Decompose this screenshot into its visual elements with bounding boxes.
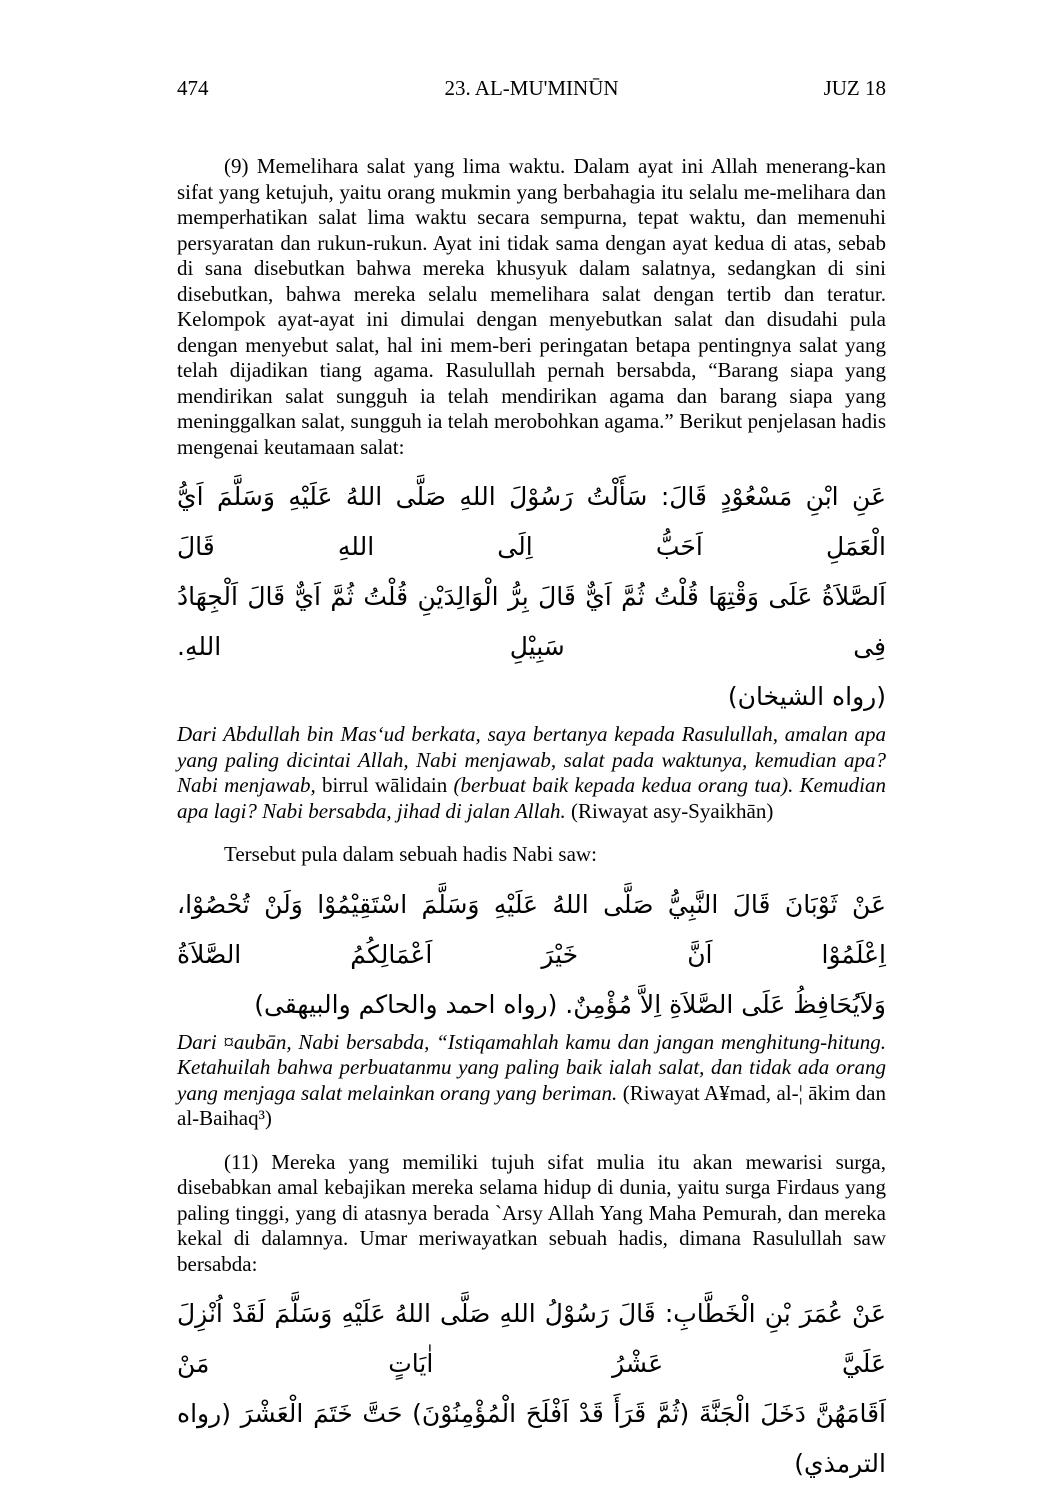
juz-label: JUZ 18 — [823, 76, 886, 100]
page-number: 474 — [177, 76, 209, 100]
arabic-line: عَنِ ابْنِ مَسْعُوْدٍ قَالَ: سَأَلْتُ رَسُوْلَ اللهِ صَلَّى اللهُ عَلَيْهِ وَسَلَّمَ اَيُّ الْعَمَلِ اَحَبُّ اِلَى اللهِ قَالَ — [177, 482, 886, 561]
paragraph-9: (9) Memelihara salat yang lima waktu. Dalam ayat ini Allah menerang-kan sifat yang ketujuh, yaitu orang mukmin yang berbahagia itu selalu me-melihara dan memperhatikan salat lima waktu secara sempurna, tepat waktu, dan memenuhi persyaratan dan rukun-rukun. Ayat ini tidak sama dengan ayat kedua di atas, sebab di sana disebutkan bahwa mereka khusyuk dalam salatnya, sedangkan di sini disebutkan, bahwa mereka selalu memelihara salat dengan tertib dan teratur. Kelompok ayat-ayat ini dimulai dengan menyebutkan salat dan disudahi pula dengan menyebut salat, hal ini mem-beri peringatan betapa pentingnya salat yang telah dijadikan tiang agama. Rasulullah pernah bersabda, “Barang siapa yang mendirikan salat sungguh ia telah mendirikan agama dan barang siapa yang meninggalkan salat, sungguh ia telah merobohkan agama.” Berikut penjelasan hadis mengenai keutamaan salat: — [177, 154, 886, 459]
paragraph-11: (11) Mereka yang memiliki tujuh sifat mulia itu akan mewarisi surga, disebabkan amal kebajikan mereka selama hidup di dunia, yaitu surga Firdaus yang paling tinggi, yang di atasnya berada `Arsy Allah Yang Maha Pemurah, dan mereka kekal di dalamnya. Umar meriwayatkan sebuah hadis, dimana Rasulullah saw bersabda: — [177, 1149, 886, 1276]
arabic-line: (رواه الشيخان) — [727, 682, 886, 711]
translation-italic: Dari ¤aubān, Nabi bersabda, “Istiqamahlah kamu dan jangan menghitung-hitung. Ketahuilah bahwa perbuatanmu yang paling baik ialah salat, dan tidak ada orang yang menjaga salat melainkan orang yang beriman. — [177, 1029, 886, 1105]
translation-italic: Dari Abdullah bin Mas‘ud berkata, saya bertanya kepada Rasulullah, amalan apa yang paling dicintai Allah, Nabi menjawab, salat pada waktunya, kemudian apa? Nabi menjawab, — [177, 722, 886, 797]
hadith-1-arabic — [177, 472, 886, 722]
running-header — [177, 76, 886, 106]
arabic-line: عَنْ عُمَرَ بْنِ الْخَطَّابِ: قَالَ رَسُوْلُ اللهِ صَلَّى اللهُ عَلَيْهِ وَسَلَّمَ لَقَدْ اُنْزِلَ عَلَيَّ عَشْرُ اٰيَاتٍ مَنْ — [177, 1299, 886, 1378]
hadith-2-translation — [177, 1030, 886, 1132]
hadith-source: (Riwayat A¥mad, al-¦ ākim dan al-Baihaq³) — [177, 1080, 886, 1130]
hadith-1-translation — [177, 722, 886, 824]
hadith-2-intro: Tersebut pula dalam sebuah hadis Nabi saw: — [224, 842, 597, 866]
translation-term: birrul wālidain — [315, 773, 454, 797]
arabic-line: اَلصَّلاَةُ عَلَى وَقْتِهَا قُلْتُ ثُمَّ اَيٌّ قَالَ بِرُّ الْوَالِدَيْنِ قُلْتُ ثُمَّ اَيٌّ قَالَ اَلْجِهَادُ فِى سَبِيْلِ اللهِ. — [177, 582, 886, 661]
translation-italic: (berbuat baik kepada kedua orang tua). Kemudian apa lagi? Nabi bersabda, jihad di jalan Allah. — [177, 773, 886, 823]
arabic-line: اَقَامَهُنَّ دَخَلَ الْجَنَّةَ (ثُمَّ قَرَأَ قَدْ اَفْلَحَ الْمُؤْمِنُوْنَ) حَتَّ خَتَمَ الْعَشْرَ (رواه الترمذي) — [177, 1399, 886, 1478]
hadith-source: (Riwayat asy-Syaikhān) — [565, 798, 774, 823]
chapter-title: 23. AL-MU'MINŪN — [444, 76, 619, 100]
arabic-line: وَلاَيُحَافِظُ عَلَى الصَّلاَةِ اِلاَّ مُؤْمِنٌ. (رواه احمد والحاكم والبيهقى) — [254, 989, 886, 1019]
page-body — [177, 154, 886, 1489]
hadith-2-arabic — [177, 880, 886, 1030]
hadith-3-arabic — [177, 1289, 886, 1489]
arabic-line: عَنْ ثَوْبَانَ قَالَ النَّبِيُّ صَلَّى اللهُ عَلَيْهِ وَسَلَّمَ اسْتَقِيْمُوْا وَلَنْ تُحْصُوْا، اِعْلَمُوْا اَنَّ خَيْرَ اَعْمَالِكُمُ الصَّلاَةُ — [177, 889, 886, 969]
